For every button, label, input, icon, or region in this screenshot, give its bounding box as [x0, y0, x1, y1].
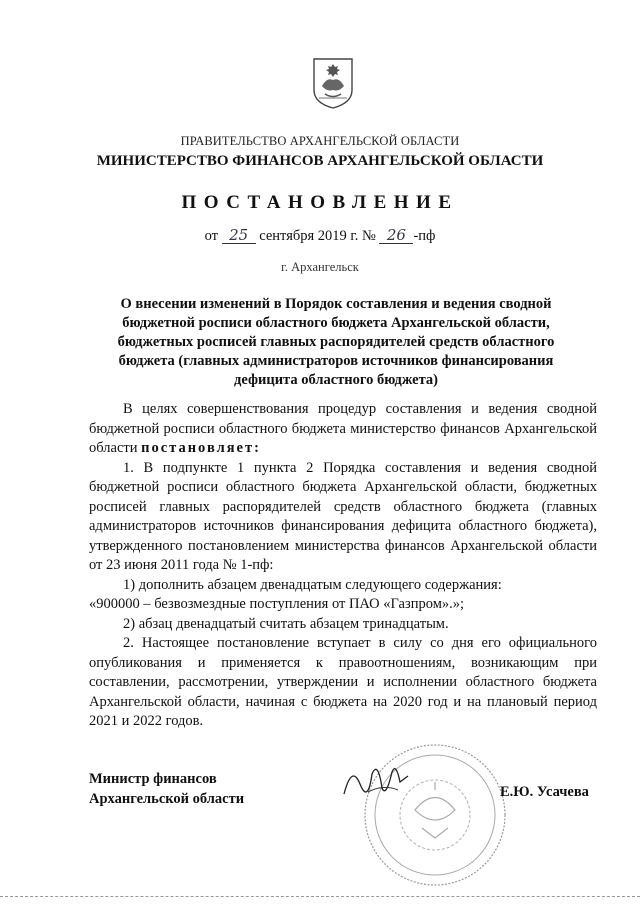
item-2: 2. Настоящее постановление вступает в силу со дня его официального опубликования и применяется к правоотношениям, возникающим при составлении, рассмотрении, утверждении и исполнении областного бюджета Архангельской области, начиная с бюджета на 2020 год и на плановый период 2021 и 2022 годов. — [89, 635, 597, 729]
handwritten-signature-icon — [338, 754, 428, 804]
position-line-2: Архангельской области — [89, 790, 245, 807]
item-1-sub-1: 1) дополнить абзацем двенадцатым следующего содержания: — [123, 576, 502, 593]
document-day: 25 — [222, 228, 256, 244]
signatory-name: Е.Ю. Усачева — [500, 784, 589, 800]
position-line-1: Министр финансов — [89, 771, 217, 787]
ministry-title: МИНИСТЕРСТВО ФИНАНСОВ АРХАНГЕЛЬСКОЙ ОБЛАСТИ — [96, 153, 544, 169]
item-1-sub-2: 2) абзац двенадцатый считать абзацем тринадцатым. — [123, 615, 449, 632]
document-subject: О внесении изменений в Порядок составления и ведения сводной бюджетной росписи областного бюджета Архангельской области, бюджетных росписей главных распорядителей средств областного бюджета (главных администраторов источников финансирования дефицита областного бюджета) — [117, 296, 555, 388]
date-prefix: от — [204, 228, 218, 244]
number-suffix: -пф — [413, 228, 436, 244]
decree-word: постановляет: — [141, 440, 261, 456]
government-title: ПРАВИТЕЛЬСТВО АРХАНГЕЛЬСКОЙ ОБЛАСТИ — [180, 134, 460, 148]
document-number: 26 — [379, 228, 413, 244]
date-line — [0, 228, 640, 245]
item-1-quote: «900000 – безвозмездные поступления от ПАО «Газпром».»; — [89, 596, 465, 612]
signatory-position — [89, 770, 244, 809]
scan-edge — [0, 896, 640, 899]
item-1: 1. В подпункте 1 пункта 2 Порядка составления и ведения сводной бюджетной росписи областного бюджета Архангельской области, бюджетных росписей главных распорядителей средств областного бюджета (главных администраторов источников финансирования дефицита областного бюджета), утвержденного постановлением министерства финансов Архангельской области от 23 июня 2011 года № 1-пф: — [89, 459, 597, 573]
intro-paragraph: В целях совершенствования процедур составления и ведения сводной бюджетной росписи областного бюджета министерство финансов Архангельской области постановляет: — [89, 401, 597, 456]
document-type: ПОСТАНОВЛЕНИЕ — [181, 192, 459, 213]
date-middle: сентября 2019 г. № — [259, 228, 376, 244]
document-body — [89, 400, 597, 732]
coat-of-arms-icon — [311, 56, 355, 110]
city: г. Архангельск — [281, 260, 359, 274]
